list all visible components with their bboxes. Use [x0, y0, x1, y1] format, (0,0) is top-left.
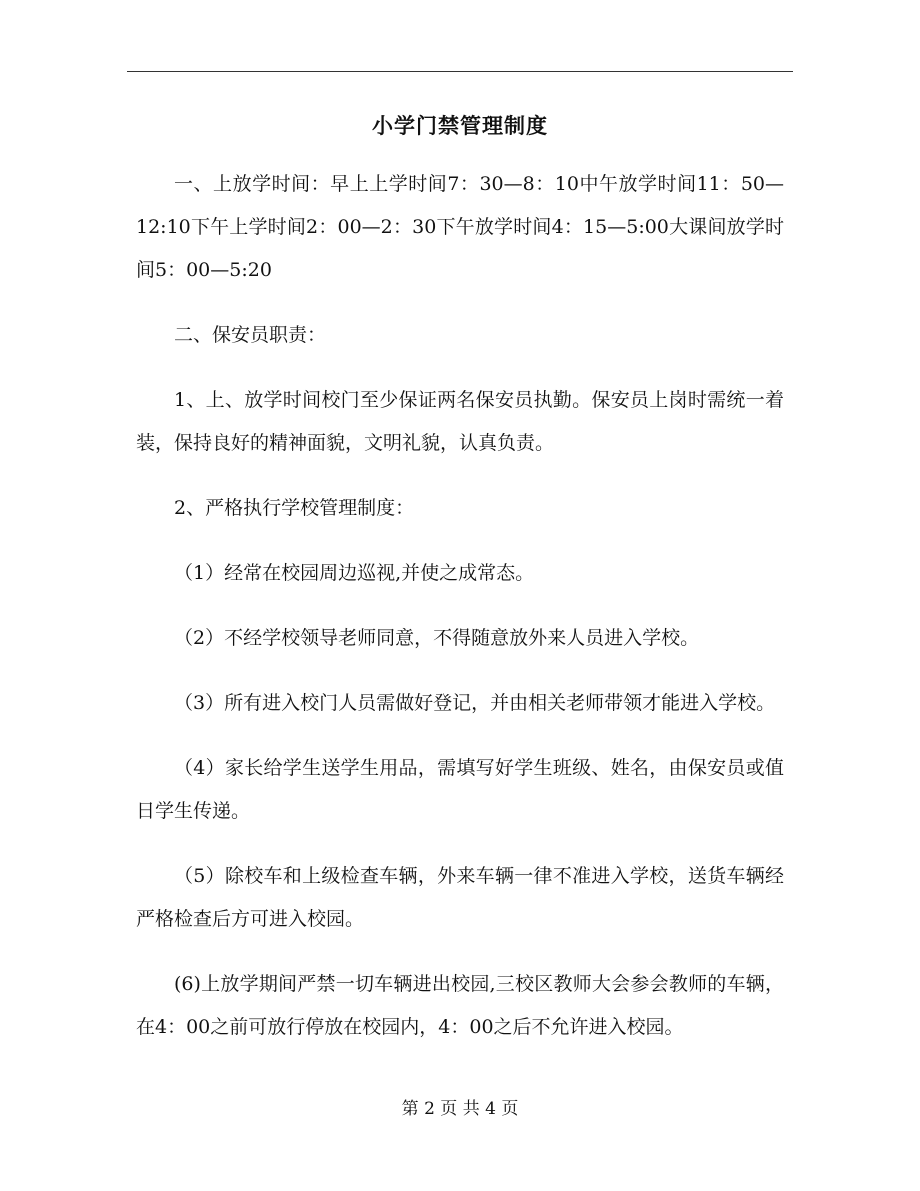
- paragraph-item-1: 1、上、放学时间校门至少保证两名保安员执勤。保安员上岗时需统一着装，保持良好的精神面貌，文明礼貌，认真负责。: [136, 389, 784, 454]
- header-rule: [127, 71, 793, 72]
- paragraph-sub-4: （4）家长给学生送学生用品，需填写好学生班级、姓名，由保安员或值日学生传递。: [136, 757, 784, 822]
- paragraph-sub-5: （5）除校车和上级检查车辆，外来车辆一律不准进入学校，送货车辆经严格检查后方可进入校园。: [136, 865, 784, 930]
- paragraph-sub-3: （3）所有进入校门人员需做好登记，并由相关老师带领才能进入学校。: [174, 692, 776, 714]
- paragraph-sub-6: (6)上放学期间严禁一切车辆进出校园,三校区教师大会参会教师的车辆，在4：00之前可放行停放在校园内，4：00之后不允许进入校园。: [136, 973, 784, 1038]
- paragraph-sub-2: （2）不经学校领导老师同意，不得随意放外来人员进入学校。: [174, 627, 700, 649]
- document-title: 小学门禁管理制度: [372, 113, 548, 138]
- paragraph-item-2: 2、严格执行学校管理制度：: [174, 497, 415, 519]
- document-body: [136, 163, 784, 1071]
- paragraph-section-2-heading: 二、保安员职责：: [174, 324, 327, 346]
- paragraph-sub-1: （1）经常在校园周边巡视,并使之成常态。: [174, 562, 535, 584]
- paragraph-schedule: 一、上放学时间：早上上学时间7：30—8：10中午放学时间11：50—12:10下午上学时间2：00—2：30下午放学时间4：15—5:00大课间放学时间5：00—5:20: [136, 173, 784, 281]
- page-number-footer: 第 2 页 共 4 页: [401, 1099, 519, 1119]
